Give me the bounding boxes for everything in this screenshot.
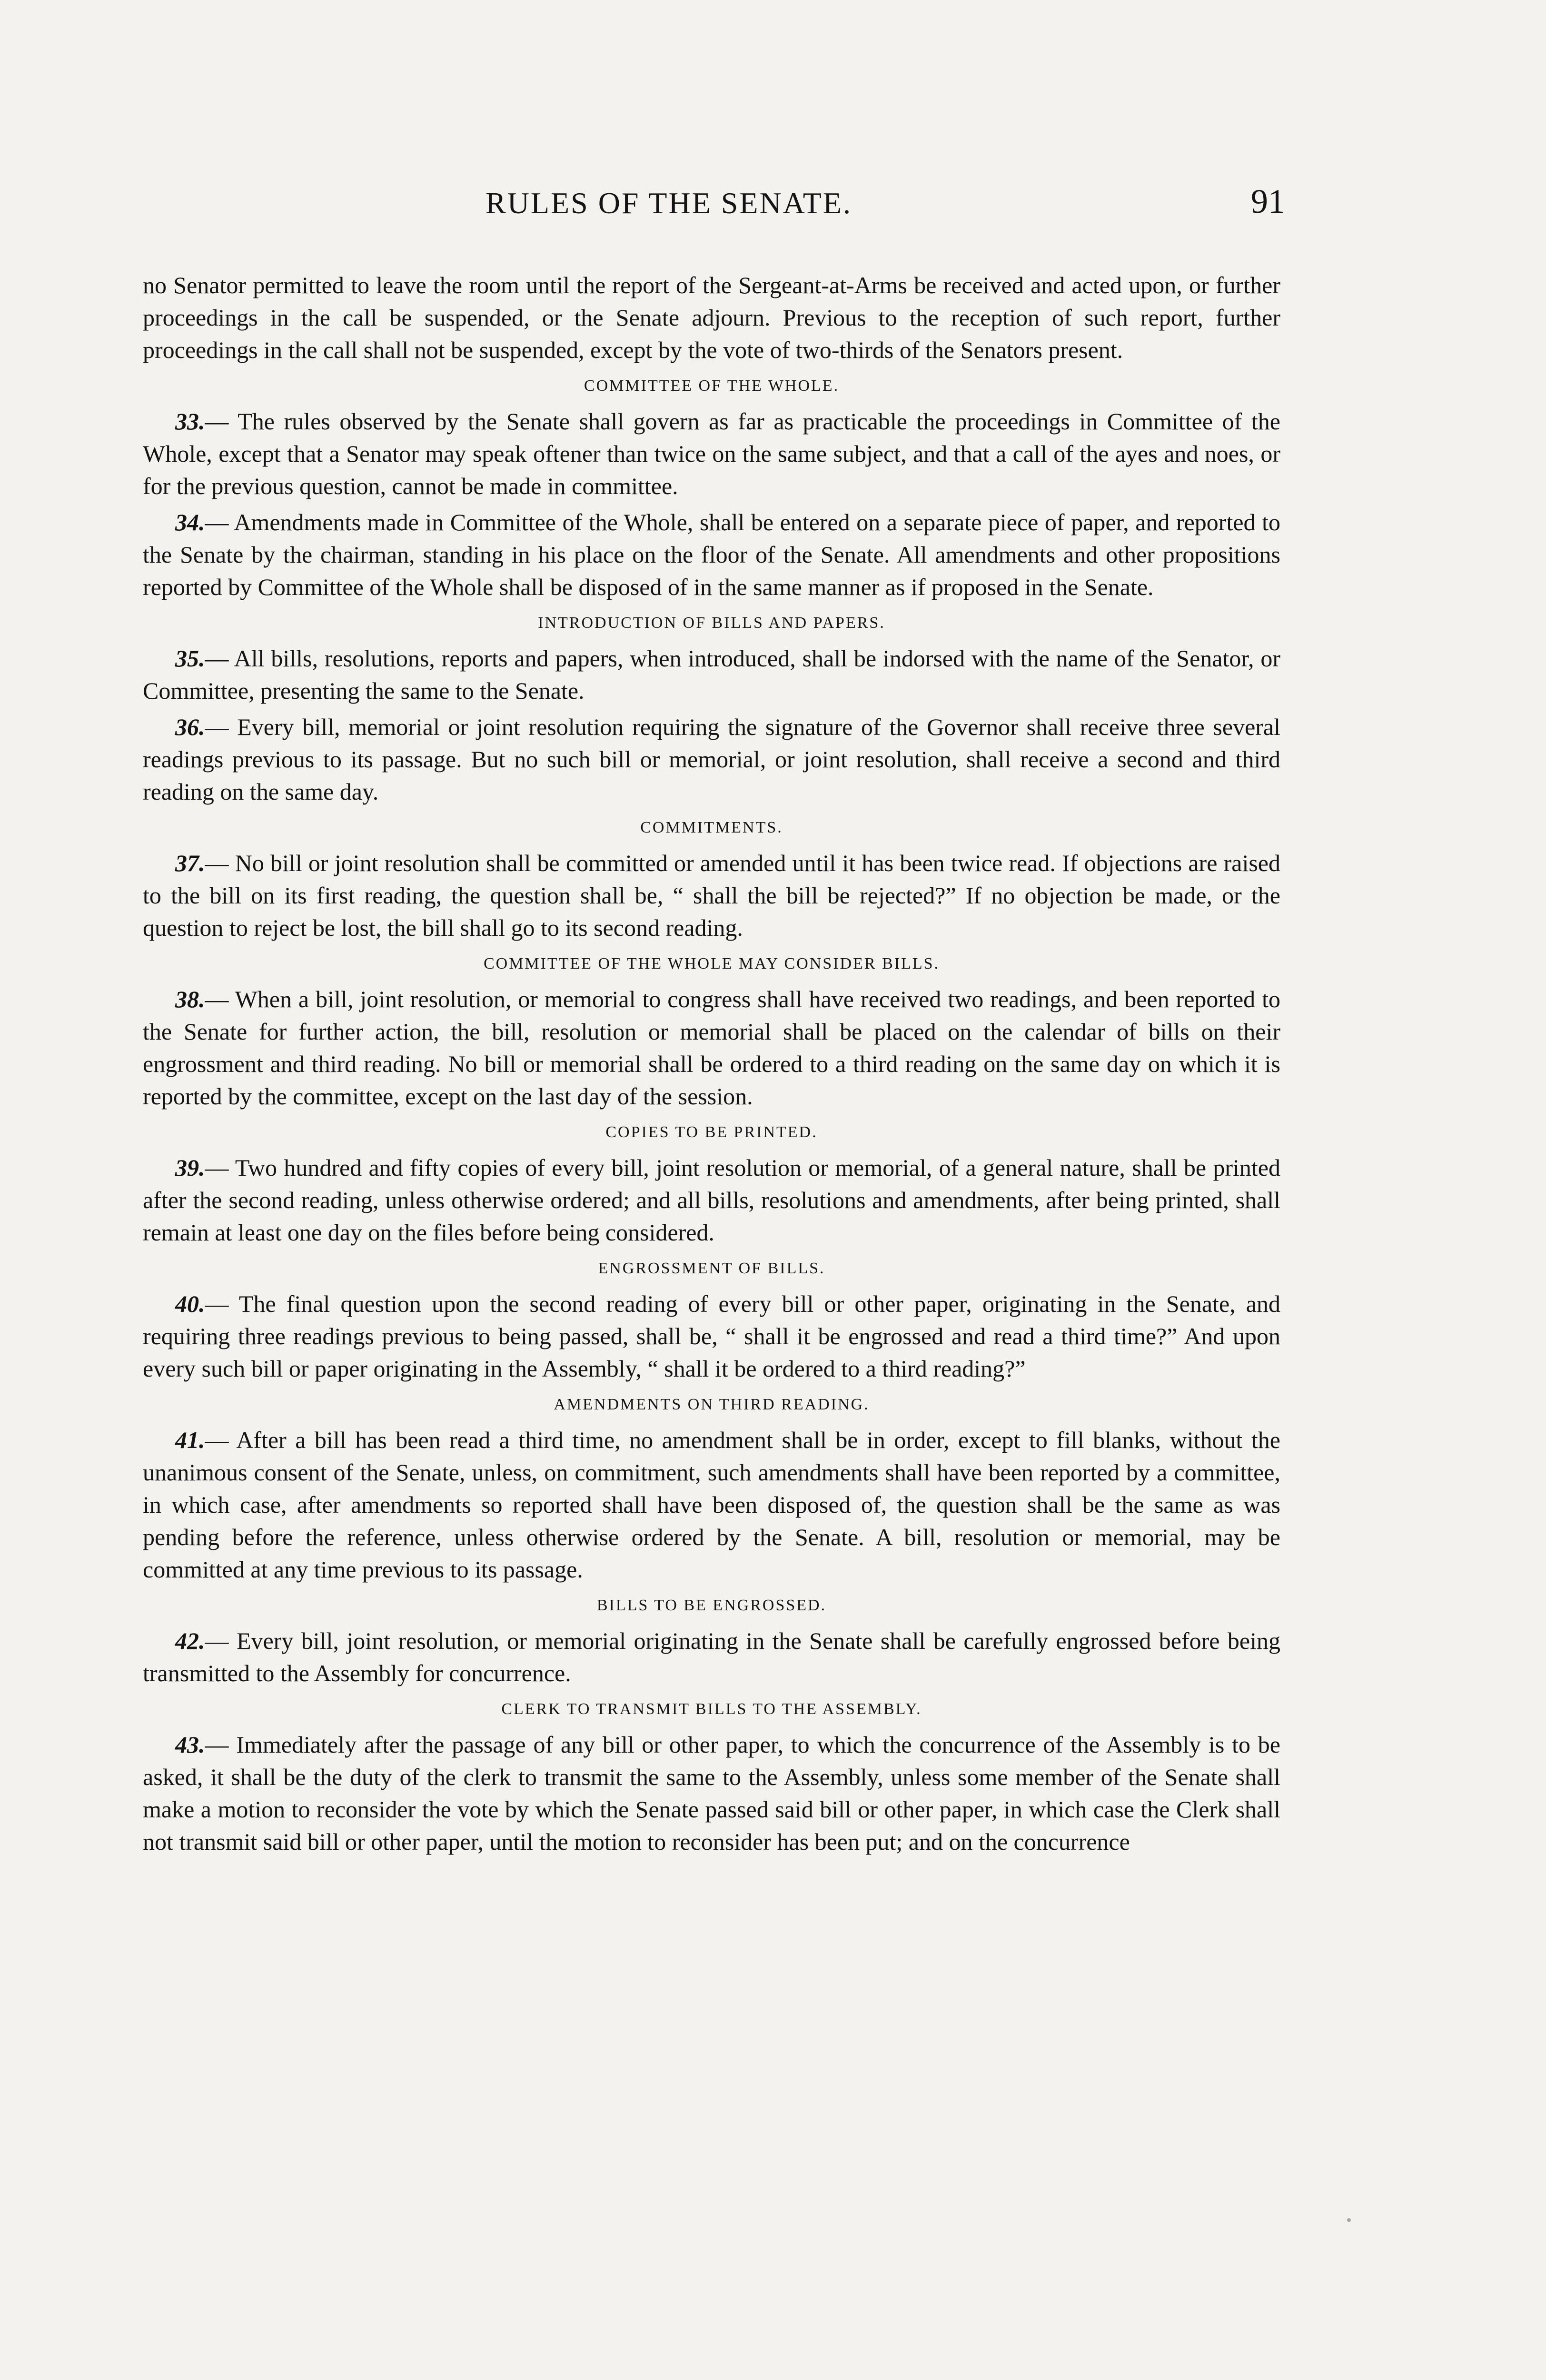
rule-text: Amendments made in Committee of the Whole, shall be entered on a separate piece of paper, and reported to the Senate by the chairman, standing in his place on the floor of the Senate. All amendments and other propositions reported by Committee of the Whole shall be disposed of in the same manner as if proposed in the Senate. [143,509,1280,600]
rule-35: 35.— All bills, resolutions, reports and papers, when introduced, shall be indorsed with the name of the Senator, or Committee, presenting the same to the Senate. [143,645,1280,704]
rule-38: 38.— When a bill, joint resolution, or memorial to congress shall have received two readings, and been reported to the Senate for further action, the bill, resolution or memorial shall be placed on the calendar of bills on their engrossment and third reading. No bill or memorial shall be ordered to a third reading on the same day on which it is reported by the committee, except on the last day of the session. [143,986,1280,1110]
rule-number: 35. [175,645,205,672]
rule-text: Every bill, joint resolution, or memorial originating in the Senate shall be carefully engrossed before being transmitted to the Assembly for concurrence. [143,1627,1280,1686]
rule-number: 40. [175,1290,205,1317]
ink-speck [1347,2218,1351,2222]
rule-text: No bill or joint resolution shall be committed or amended until it has been twice read. If objections are raised to the bill on its first reading, the question shall be, “ shall the bill be rejected?” If no objection be made, or the question to reject be lost, the bill shall go to its second reading. [143,850,1281,941]
rule-text: Every bill, memorial or joint resolution requiring the signature of the Governor shall receive three several readings previous to its passage. But no such bill or memorial, or joint resolution, shall receive a second and third reading on the same day. [143,714,1281,805]
rule-text: The final question upon the second reading of every bill or other paper, originating in the Senate, and requiring three readings previous to being passed, shall be, “ shall it be engrossed and read a third time?” And upon every such bill or paper originating in the Assembly, “ shall it be ordered to a third reading?” [143,1290,1280,1382]
rule-42: 42.— Every bill, joint resolution, or memorial originating in the Senate shall be carefully engrossed before being transmitted to the Assembly for concurrence. [143,1627,1280,1686]
rule-text: All bills, resolutions, reports and papers, when introduced, shall be indorsed with the name of the Senator, or Committee, presenting the same to the Senate. [143,645,1280,704]
section-heading: COMMITTEE OF THE WHOLE. [584,377,840,395]
rule-36: 36.— Every bill, memorial or joint resolution requiring the signature of the Governor shall receive three several readings previous to its passage. But no such bill or memorial, or joint resolution, shall receive a second and third reading on the same day. [143,714,1281,805]
rule-number: 38. [175,986,205,1012]
rule-43: 43.— Immediately after the passage of any bill or other paper, to which the concurrence of the Assembly is to be asked, it shall be the duty of the clerk to transmit the same to the Assembly, unless some member of the Senate shall make a motion to reconsider the vote by which the Senate passed said bill or other paper, in which case the Clerk shall not transmit said bill or other paper, until the motion to reconsider has been put; and on the concurrence [143,1731,1280,1855]
rule-41: 41.— After a bill has been read a third time, no amendment shall be in order, except to fill blanks, without the unanimous consent of the Senate, unless, on commitment, such amendments shall have been reported by a committee, in which case, after amendments so reported shall have been disposed of, the question shall be the same as was pending before the reference, unless otherwise ordered by the Senate. A bill, resolution or memorial, may be committed at any time previous to its passage. [143,1427,1280,1583]
rule-34: 34.— Amendments made in Committee of the Whole, shall be entered on a separate piece of paper, and reported to the Senate by the chairman, standing in his place on the floor of the Senate. All amendments and other propositions reported by Committee of the Whole shall be disposed of in the same manner as if proposed in the Senate. [143,509,1280,600]
rule-37: 37.— No bill or joint resolution shall be committed or amended until it has been twice read. If objections are raised to the bill on its first reading, the question shall be, “ shall the bill be rejected?” If no objection be made, or the question to reject be lost, the bill shall go to its second reading. [143,850,1281,941]
continuation-paragraph: no Senator permitted to leave the room until the report of the Sergeant-at-Arms be received and acted upon, or further proceedings in the call be suspended, or the Senate adjourn. Previous to the reception of such report, further proceedings in the call shall not be suspended, except by the vote of two-thirds of the Senators present. [143,272,1280,363]
section-heading: BILLS TO BE ENGROSSED. [596,1597,827,1614]
page-number: 91 [1251,182,1285,220]
body-text [143,269,1280,1862]
rule-33: 33.— The rules observed by the Senate shall govern as far as practicable the proceedings in Committee of the Whole, except that a Senator may speak oftener than twice on the same subject, and that a call of the ayes and noes, or for the previous question, cannot be made in committee. [143,408,1280,499]
rule-number: 39. [175,1154,205,1181]
page-header [143,182,1285,238]
section-heading: COPIES TO BE PRINTED. [605,1123,818,1141]
rule-text: When a bill, joint resolution, or memorial to congress shall have received two readings, and been reported to the Senate for further action, the bill, resolution or memorial shall be placed on the calendar of bills on their engrossment and third reading. No bill or memorial shall be ordered to a third reading on the same day on which it is reported by the committee, except on the last day of the session. [143,986,1280,1110]
section-heading: ENGROSSMENT OF BILLS. [598,1259,825,1277]
rule-number: 34. [175,509,205,536]
section-heading: COMMITMENTS. [640,819,783,836]
rule-text: After a bill has been read a third time, no amendment shall be in order, except to fill blanks, without the unanimous consent of the Senate, unless, on commitment, such amendments shall have been reported by a committee, in which case, after amendments so reported shall have been disposed of, the question shall be the same as was pending before the reference, unless otherwise ordered by the Senate. A bill, resolution or memorial, may be committed at any time previous to its passage. [143,1427,1280,1583]
rule-number: 33. [175,408,205,435]
section-heading: COMMITTEE OF THE WHOLE MAY CONSIDER BILLS. [483,955,940,972]
rule-text: Immediately after the passage of any bill or other paper, to which the concurrence of the Assembly is to be asked, it shall be the duty of the clerk to transmit the same to the Assembly, unless some member of the Senate shall make a motion to reconsider the vote by which the Senate passed said bill or other paper, in which case the Clerk shall not transmit said bill or other paper, until the motion to reconsider has been put; and on the concurrence [143,1731,1280,1855]
rule-number: 36. [175,714,205,740]
rule-number: 43. [175,1731,205,1758]
rule-39: 39.— Two hundred and fifty copies of every bill, joint resolution or memorial, of a general nature, shall be printed after the second reading, unless otherwise ordered; and all bills, resolutions and amendments, after being printed, shall remain at least one day on the files before being considered. [143,1154,1280,1246]
rule-text: Two hundred and fifty copies of every bill, joint resolution or memorial, of a general nature, shall be printed after the second reading, unless otherwise ordered; and all bills, resolutions and amendments, after being printed, shall remain at least one day on the files before being considered. [143,1154,1280,1246]
rule-40: 40.— The final question upon the second reading of every bill or other paper, originating in the Senate, and requiring three readings previous to being passed, shall be, “ shall it be engrossed and read a third time?” And upon every such bill or paper originating in the Assembly, “ shall it be ordered to a third reading?” [143,1290,1280,1382]
rule-text: The rules observed by the Senate shall govern as far as practicable the proceedings in Committee of the Whole, except that a Senator may speak oftener than twice on the same subject, and that a call of the ayes and noes, or for the previous question, cannot be made in committee. [143,408,1280,499]
section-heading: AMENDMENTS ON THIRD READING. [554,1396,870,1413]
section-heading: CLERK TO TRANSMIT BILLS TO THE ASSEMBLY. [501,1700,922,1718]
rule-number: 37. [175,850,205,876]
rule-number: 42. [175,1627,205,1654]
section-heading: INTRODUCTION OF BILLS AND PAPERS. [538,614,885,632]
running-title: RULES OF THE SENATE. [486,186,852,220]
rule-number: 41. [175,1427,205,1453]
